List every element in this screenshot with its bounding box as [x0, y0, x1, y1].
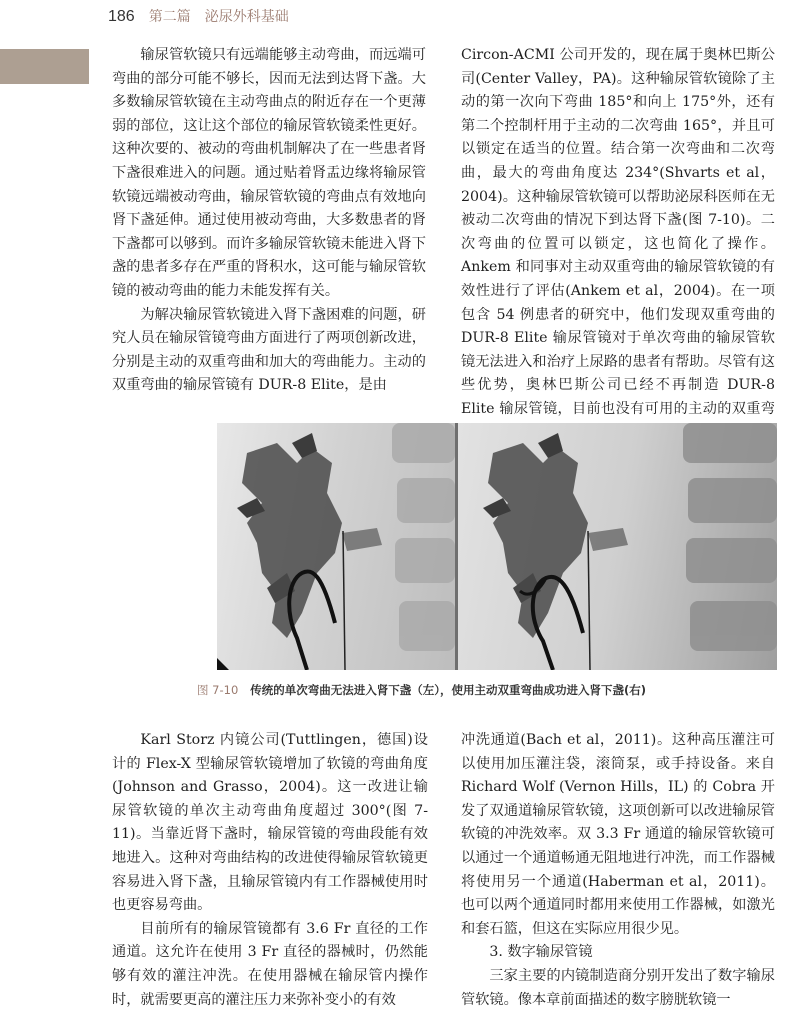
column-bottom-right: [461, 729, 775, 1012]
figure-caption: [197, 682, 777, 698]
paragraph: Circon-ACMI 公司开发的，现在属于奥林巴斯公司(Center Valley，PA)。这种输尿管软镜除了主动的第一次向下弯曲 185°和向上 175°外，还有第二个控制杆用于主动的二次弯曲 165°，并且可以锁定在适当的位置。结合第一次弯曲和二次弯曲，最大的弯曲角度达 234°(Shvarts et al，2004)。这种输尿管软镜可以帮助泌尿科医师在无被动二次弯曲的情况下到达肾下盏(图 7-10)。二次弯曲的位置可以锁定，这也简化了操作。Ankem 和同事对主动双重弯曲的输尿管软镜的有效性进行了评估(Ankem et al，2004)。在一项包含 54 例患者的研究中，他们发现双重弯曲的 DUR-8 Elite 输尿管镜对于单次弯曲的输尿管软镜无法进入和治疗上尿路的患者有帮助。尽管有这些优势，奥林巴斯公司已经不再制造 DUR-8 Elite 输尿管镜，目前也没有可用的主动的双重弯: [461, 47, 775, 417]
paragraph: Karl Storz 内镜公司(Tuttlingen，德国)设计的 Flex-X 型输尿管软镜增加了软镜的弯曲角度(Johnson and Grasso，2004)。这一改进让输尿管软镜的单次主动弯曲角度超过 300°(图 7-11)。当靠近肾下盏时，输尿管镜的弯曲段能有效地进入。这种对弯曲结构的改进使得输尿管软镜更容易进入肾下盏，且输尿管镜内有工作器械使用时也更容易弯曲。: [112, 732, 428, 914]
paragraph: 三家主要的内镜制造商分别开发出了数字输尿管软镜。像本章前面描述的数字膀胱软镜一: [461, 967, 775, 1008]
paragraph: 冲洗通道(Bach et al，2011)。这种高压灌注可以使用加压灌注袋，滚筒泵，或手持设备。来自 Richard Wolf (Vernon Hills，IL) 的 Cobra 开发了双通道输尿管软镜，这项创新可以改进输尿管软镜的冲洗效率。双 3.3 Fr 通道的输尿管软镜可以通过一个通道畅通无阻地进行冲洗，而工作器械将使用另一个通道(Haberman et al，2011)。也可以两个通道同时都用来使用工作器械，如激光和套石篮，但这在实际应用很少见。: [461, 732, 775, 937]
column-top-right: [461, 44, 775, 445]
column-top-left: [112, 44, 426, 398]
paragraph: 为解决输尿管软镜进入肾下盏困难的问题，研究人员在输尿管镜弯曲方面进行了两项创新改进，分别是主动的双重弯曲和加大的弯曲能力。主动的双重弯曲的输尿管镜有 DUR-8 Elite，是由: [112, 306, 426, 394]
page-number: 186: [108, 8, 135, 25]
fluoroscopy-image-right: [458, 423, 777, 670]
column-bottom-left: [112, 729, 428, 1012]
fluoroscopy-drawing-left: [217, 423, 455, 670]
figure-caption-text: 传统的单次弯曲无法进入肾下盏（左），使用主动双重弯曲成功进入肾下盏(右): [250, 683, 647, 697]
figure-label: 图 7-10: [197, 683, 239, 697]
part-label: 第二篇: [148, 9, 191, 25]
paragraph: 目前所有的输尿管镜都有 3.6 Fr 直径的工作通道。这允许在使用 3 Fr 直径的器械时，仍然能够有效的灌注冲洗。在使用器械在输尿管内操作时，就需要更高的灌注压力来弥补变小的有效: [112, 920, 428, 1008]
book-title: 泌尿外科基础: [204, 9, 289, 25]
section-tab-marker: [0, 49, 89, 84]
subheading: 3. 数字输尿管镜: [489, 944, 593, 961]
fluoroscopy-image-left: [217, 423, 455, 670]
figure-7-10: [217, 423, 777, 670]
paragraph: 输尿管软镜只有远端能够主动弯曲，而远端可弯曲的部分可能不够长，因而无法到达肾下盏。大多数输尿管软镜在主动弯曲点的附近存在一个更薄弱的部位，这让这个部位的输尿管软镜柔性更好。这种次要的、被动的弯曲机制解决了在一些患者肾下盏很难进入的问题。通过贴着肾盂边缘将输尿管软镜远端被动弯曲，输尿管软镜的弯曲点有效地向肾下盏延伸。通过使用被动弯曲，大多数患者的肾下盏都可以够到。而许多输尿管软镜未能进入肾下盏的患者多存在严重的肾积水，这可能与输尿管软镜的被动弯曲的能力未能发挥有关。: [112, 47, 426, 299]
fluoroscopy-drawing-right: [458, 423, 777, 670]
running-header: [108, 6, 289, 30]
